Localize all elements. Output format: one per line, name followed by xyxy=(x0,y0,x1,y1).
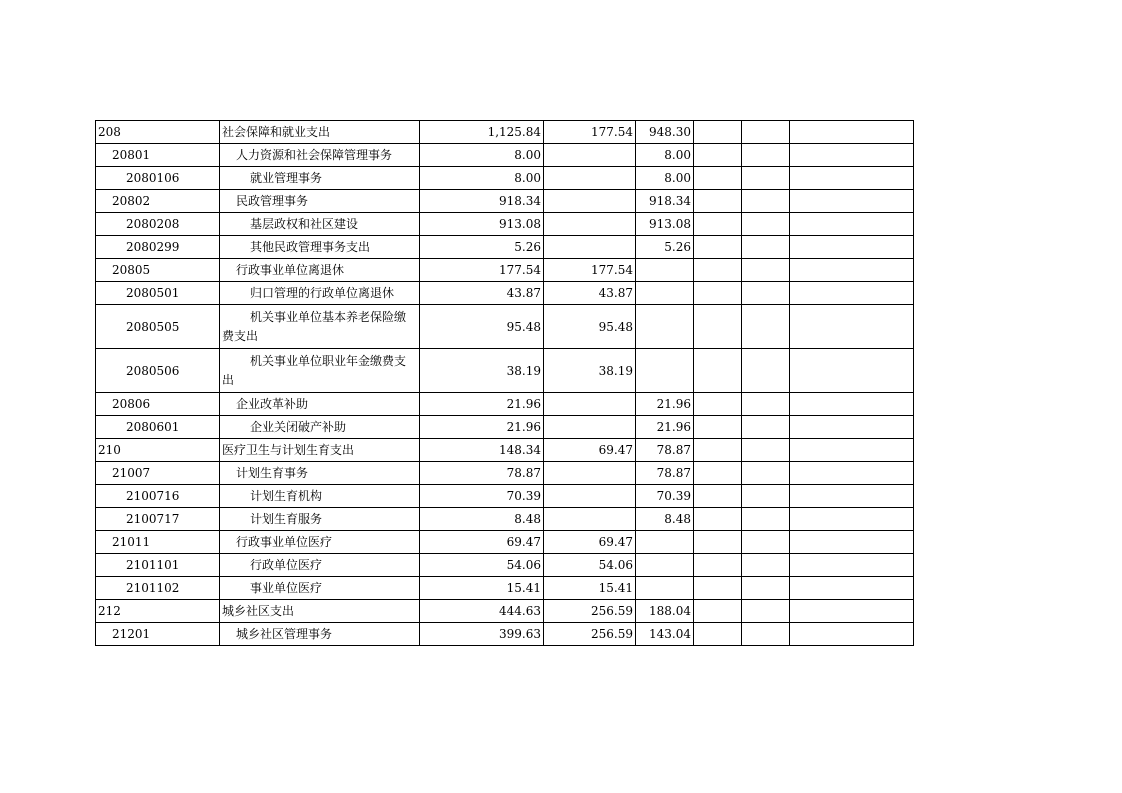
project-expenditure-cell xyxy=(636,531,694,554)
subject-name-cell: 事业单位医疗 xyxy=(220,577,420,600)
subject-code-cell: 2080601 xyxy=(96,416,220,439)
empty-cell xyxy=(694,577,742,600)
project-expenditure-cell: 188.04 xyxy=(636,600,694,623)
empty-cell xyxy=(742,577,790,600)
subject-code-cell: 20802 xyxy=(96,190,220,213)
basic-expenditure-cell xyxy=(544,190,636,213)
subject-code-cell: 208 xyxy=(96,121,220,144)
empty-cell xyxy=(790,144,914,167)
subject-code-cell: 21011 xyxy=(96,531,220,554)
empty-cell xyxy=(694,167,742,190)
table-row xyxy=(96,349,914,393)
empty-cell xyxy=(742,121,790,144)
subject-code-cell: 2080208 xyxy=(96,213,220,236)
empty-cell xyxy=(790,577,914,600)
total-amount-cell: 78.87 xyxy=(420,462,544,485)
empty-cell xyxy=(790,282,914,305)
subject-code-cell: 20801 xyxy=(96,144,220,167)
total-amount-cell: 70.39 xyxy=(420,485,544,508)
basic-expenditure-cell: 69.47 xyxy=(544,439,636,462)
subject-name-cell: 计划生育机构 xyxy=(220,485,420,508)
subject-code-cell: 20806 xyxy=(96,393,220,416)
total-amount-cell: 8.00 xyxy=(420,144,544,167)
subject-code-cell: 2101102 xyxy=(96,577,220,600)
project-expenditure-cell: 5.26 xyxy=(636,236,694,259)
total-amount-cell: 38.19 xyxy=(420,349,544,393)
project-expenditure-cell: 948.30 xyxy=(636,121,694,144)
empty-cell xyxy=(742,462,790,485)
empty-cell xyxy=(790,416,914,439)
subject-name-cell: 计划生育事务 xyxy=(220,462,420,485)
total-amount-cell: 95.48 xyxy=(420,305,544,349)
project-expenditure-cell xyxy=(636,259,694,282)
empty-cell xyxy=(694,531,742,554)
project-expenditure-cell xyxy=(636,577,694,600)
table-row xyxy=(96,416,914,439)
empty-cell xyxy=(790,508,914,531)
subject-code-cell: 2080505 xyxy=(96,305,220,349)
empty-cell xyxy=(742,623,790,646)
total-amount-cell: 8.48 xyxy=(420,508,544,531)
subject-name-cell: 其他民政管理事务支出 xyxy=(220,236,420,259)
empty-cell xyxy=(694,349,742,393)
subject-name-cell: 医疗卫生与计划生育支出 xyxy=(220,439,420,462)
total-amount-cell: 913.08 xyxy=(420,213,544,236)
basic-expenditure-cell xyxy=(544,144,636,167)
subject-name-cell: 行政单位医疗 xyxy=(220,554,420,577)
empty-cell xyxy=(694,236,742,259)
subject-name-cell: 民政管理事务 xyxy=(220,190,420,213)
table-row xyxy=(96,259,914,282)
basic-expenditure-cell: 69.47 xyxy=(544,531,636,554)
empty-cell xyxy=(742,554,790,577)
empty-cell xyxy=(790,600,914,623)
empty-cell xyxy=(694,305,742,349)
empty-cell xyxy=(742,190,790,213)
empty-cell xyxy=(694,508,742,531)
basic-expenditure-cell xyxy=(544,416,636,439)
basic-expenditure-cell: 95.48 xyxy=(544,305,636,349)
table-row xyxy=(96,577,914,600)
table-row xyxy=(96,282,914,305)
basic-expenditure-cell: 15.41 xyxy=(544,577,636,600)
empty-cell xyxy=(694,600,742,623)
empty-cell xyxy=(694,144,742,167)
subject-name-cell: 机关事业单位基本养老保险缴费支出 xyxy=(220,305,420,349)
table-row xyxy=(96,121,914,144)
total-amount-cell: 399.63 xyxy=(420,623,544,646)
empty-cell xyxy=(790,462,914,485)
empty-cell xyxy=(790,531,914,554)
empty-cell xyxy=(742,236,790,259)
table-row xyxy=(96,167,914,190)
empty-cell xyxy=(694,190,742,213)
basic-expenditure-cell xyxy=(544,236,636,259)
total-amount-cell: 43.87 xyxy=(420,282,544,305)
basic-expenditure-cell xyxy=(544,485,636,508)
project-expenditure-cell: 78.87 xyxy=(636,462,694,485)
project-expenditure-cell: 913.08 xyxy=(636,213,694,236)
subject-code-cell: 2080506 xyxy=(96,349,220,393)
subject-code-cell: 21201 xyxy=(96,623,220,646)
empty-cell xyxy=(742,144,790,167)
project-expenditure-cell: 78.87 xyxy=(636,439,694,462)
basic-expenditure-cell xyxy=(544,213,636,236)
subject-name-cell: 企业改革补助 xyxy=(220,393,420,416)
table-row xyxy=(96,554,914,577)
subject-name-cell: 基层政权和社区建设 xyxy=(220,213,420,236)
subject-code-cell: 20805 xyxy=(96,259,220,282)
table-row xyxy=(96,213,914,236)
empty-cell xyxy=(694,282,742,305)
table-row xyxy=(96,305,914,349)
subject-code-cell: 2080299 xyxy=(96,236,220,259)
empty-cell xyxy=(790,393,914,416)
table-row xyxy=(96,439,914,462)
empty-cell xyxy=(790,305,914,349)
total-amount-cell: 21.96 xyxy=(420,416,544,439)
budget-expenditure-table xyxy=(95,120,914,646)
empty-cell xyxy=(694,416,742,439)
basic-expenditure-cell: 38.19 xyxy=(544,349,636,393)
project-expenditure-cell: 21.96 xyxy=(636,393,694,416)
empty-cell xyxy=(790,349,914,393)
total-amount-cell: 54.06 xyxy=(420,554,544,577)
basic-expenditure-cell xyxy=(544,462,636,485)
table-row xyxy=(96,462,914,485)
subject-name-cell: 行政事业单位医疗 xyxy=(220,531,420,554)
subject-name-cell: 企业关闭破产补助 xyxy=(220,416,420,439)
subject-name-cell: 行政事业单位离退休 xyxy=(220,259,420,282)
subject-name-cell: 计划生育服务 xyxy=(220,508,420,531)
empty-cell xyxy=(742,508,790,531)
subject-name-cell: 就业管理事务 xyxy=(220,167,420,190)
empty-cell xyxy=(790,167,914,190)
empty-cell xyxy=(742,349,790,393)
basic-expenditure-cell: 256.59 xyxy=(544,623,636,646)
empty-cell xyxy=(694,439,742,462)
project-expenditure-cell xyxy=(636,554,694,577)
project-expenditure-cell: 8.00 xyxy=(636,144,694,167)
empty-cell xyxy=(694,462,742,485)
subject-code-cell: 2101101 xyxy=(96,554,220,577)
project-expenditure-cell: 21.96 xyxy=(636,416,694,439)
total-amount-cell: 177.54 xyxy=(420,259,544,282)
project-expenditure-cell: 143.04 xyxy=(636,623,694,646)
subject-code-cell: 21007 xyxy=(96,462,220,485)
empty-cell xyxy=(790,213,914,236)
empty-cell xyxy=(694,393,742,416)
empty-cell xyxy=(742,416,790,439)
empty-cell xyxy=(742,282,790,305)
total-amount-cell: 5.26 xyxy=(420,236,544,259)
basic-expenditure-cell: 177.54 xyxy=(544,259,636,282)
empty-cell xyxy=(790,121,914,144)
empty-cell xyxy=(790,554,914,577)
total-amount-cell: 69.47 xyxy=(420,531,544,554)
table-row xyxy=(96,393,914,416)
project-expenditure-cell xyxy=(636,349,694,393)
empty-cell xyxy=(742,213,790,236)
total-amount-cell: 148.34 xyxy=(420,439,544,462)
empty-cell xyxy=(790,236,914,259)
basic-expenditure-cell xyxy=(544,508,636,531)
table-row xyxy=(96,144,914,167)
empty-cell xyxy=(790,439,914,462)
basic-expenditure-cell: 54.06 xyxy=(544,554,636,577)
subject-name-cell: 城乡社区支出 xyxy=(220,600,420,623)
basic-expenditure-cell xyxy=(544,167,636,190)
table-row xyxy=(96,236,914,259)
empty-cell xyxy=(694,121,742,144)
project-expenditure-cell: 8.00 xyxy=(636,167,694,190)
empty-cell xyxy=(742,305,790,349)
empty-cell xyxy=(742,485,790,508)
empty-cell xyxy=(742,439,790,462)
total-amount-cell: 918.34 xyxy=(420,190,544,213)
total-amount-cell: 21.96 xyxy=(420,393,544,416)
total-amount-cell: 444.63 xyxy=(420,600,544,623)
empty-cell xyxy=(790,485,914,508)
total-amount-cell: 1,125.84 xyxy=(420,121,544,144)
subject-code-cell: 2100716 xyxy=(96,485,220,508)
basic-expenditure-cell: 177.54 xyxy=(544,121,636,144)
total-amount-cell: 15.41 xyxy=(420,577,544,600)
subject-code-cell: 2100717 xyxy=(96,508,220,531)
empty-cell xyxy=(742,600,790,623)
empty-cell xyxy=(742,167,790,190)
project-expenditure-cell: 70.39 xyxy=(636,485,694,508)
empty-cell xyxy=(790,259,914,282)
subject-name-cell: 归口管理的行政单位离退休 xyxy=(220,282,420,305)
project-expenditure-cell xyxy=(636,305,694,349)
project-expenditure-cell: 8.48 xyxy=(636,508,694,531)
empty-cell xyxy=(694,213,742,236)
table-row xyxy=(96,508,914,531)
empty-cell xyxy=(790,190,914,213)
table-body xyxy=(96,121,914,646)
empty-cell xyxy=(742,393,790,416)
empty-cell xyxy=(694,485,742,508)
project-expenditure-cell: 918.34 xyxy=(636,190,694,213)
project-expenditure-cell xyxy=(636,282,694,305)
subject-code-cell: 2080106 xyxy=(96,167,220,190)
table-row xyxy=(96,531,914,554)
total-amount-cell: 8.00 xyxy=(420,167,544,190)
empty-cell xyxy=(742,531,790,554)
subject-name-cell: 社会保障和就业支出 xyxy=(220,121,420,144)
empty-cell xyxy=(742,259,790,282)
table-row xyxy=(96,600,914,623)
table-row xyxy=(96,623,914,646)
table-row xyxy=(96,485,914,508)
empty-cell xyxy=(694,259,742,282)
subject-code-cell: 212 xyxy=(96,600,220,623)
subject-name-cell: 城乡社区管理事务 xyxy=(220,623,420,646)
basic-expenditure-cell: 256.59 xyxy=(544,600,636,623)
basic-expenditure-cell xyxy=(544,393,636,416)
empty-cell xyxy=(694,623,742,646)
empty-cell xyxy=(790,623,914,646)
subject-name-cell: 人力资源和社会保障管理事务 xyxy=(220,144,420,167)
subject-code-cell: 210 xyxy=(96,439,220,462)
empty-cell xyxy=(694,554,742,577)
subject-name-cell: 机关事业单位职业年金缴费支出 xyxy=(220,349,420,393)
basic-expenditure-cell: 43.87 xyxy=(544,282,636,305)
subject-code-cell: 2080501 xyxy=(96,282,220,305)
table-row xyxy=(96,190,914,213)
